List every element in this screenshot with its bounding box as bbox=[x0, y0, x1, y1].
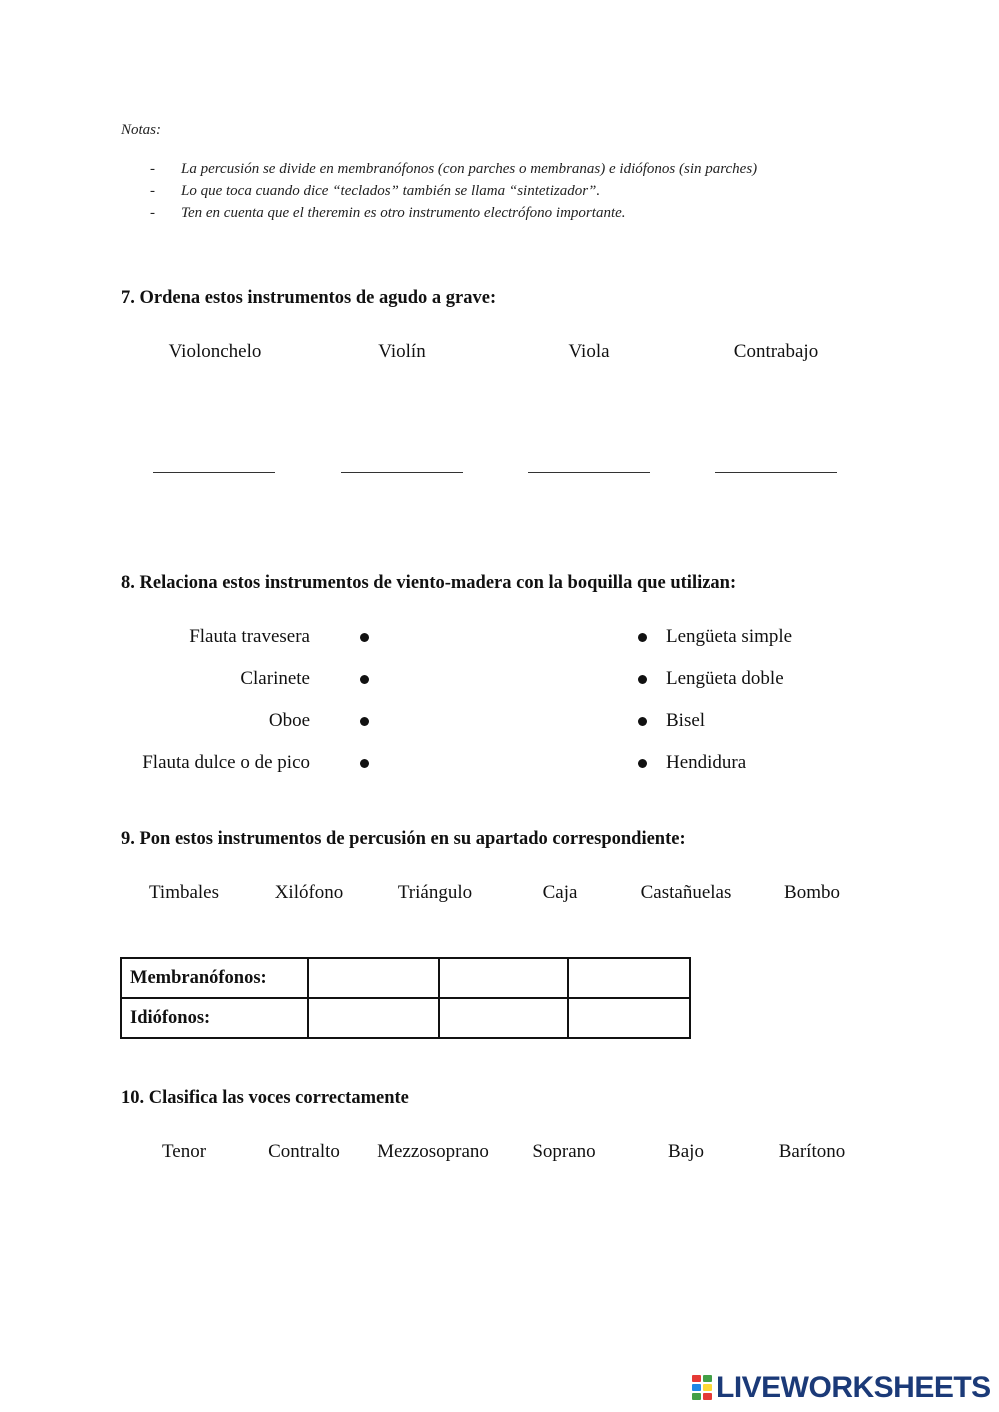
question-8-title: 8. Relaciona estos instrumentos de viento-madera con la boquilla que utilizan: bbox=[121, 573, 737, 593]
drop-cell[interactable] bbox=[439, 958, 568, 998]
match-right-dot[interactable] bbox=[638, 759, 647, 768]
match-right-dot[interactable] bbox=[638, 675, 647, 684]
answer-blank-1[interactable] bbox=[153, 472, 275, 473]
drop-cell[interactable] bbox=[308, 958, 439, 998]
note-dash: - bbox=[150, 205, 155, 221]
voice-word[interactable]: Tenor bbox=[161, 1141, 207, 1162]
match-right-dot[interactable] bbox=[638, 717, 647, 726]
instrument-word[interactable]: Timbales bbox=[148, 882, 220, 903]
match-right-item: Hendidura bbox=[666, 752, 747, 773]
match-left-item: Flauta travesera bbox=[189, 626, 310, 647]
instrument-word: Violín bbox=[378, 341, 426, 362]
table-row bbox=[121, 998, 690, 1038]
match-left-dot[interactable] bbox=[360, 675, 369, 684]
row-header: Idiófonos: bbox=[121, 998, 308, 1038]
voice-word[interactable]: Mezzosoprano bbox=[377, 1141, 489, 1162]
match-right-dot[interactable] bbox=[638, 633, 647, 642]
match-left-item: Flauta dulce o de pico bbox=[142, 752, 310, 773]
instrument-word: Contrabajo bbox=[733, 341, 819, 362]
voice-word[interactable]: Bajo bbox=[668, 1141, 704, 1162]
drop-cell[interactable] bbox=[568, 958, 690, 998]
answer-blank-4[interactable] bbox=[715, 472, 837, 473]
note-dash: - bbox=[150, 183, 155, 199]
logo-block-icon bbox=[692, 1384, 701, 1391]
classification-table bbox=[120, 957, 691, 1039]
drop-cell[interactable] bbox=[568, 998, 690, 1038]
match-right-item: Lengüeta simple bbox=[666, 626, 793, 647]
note-text: Ten en cuenta que el theremin es otro instrumento electrófono importante. bbox=[181, 205, 626, 221]
note-dash: - bbox=[150, 161, 155, 177]
notes-title: Notas: bbox=[121, 122, 162, 138]
table-row bbox=[121, 958, 690, 998]
match-right-item: Bisel bbox=[666, 710, 706, 731]
match-left-dot[interactable] bbox=[360, 633, 369, 642]
question-7-title: 7. Ordena estos instrumentos de agudo a grave: bbox=[121, 288, 497, 308]
match-right-item: Lengüeta doble bbox=[666, 668, 784, 689]
liveworksheets-logo-icon bbox=[692, 1375, 714, 1401]
instrument-word[interactable]: Caja bbox=[542, 882, 578, 903]
logo-block-icon bbox=[692, 1375, 701, 1382]
instrument-word: Viola bbox=[568, 341, 610, 362]
match-left-dot[interactable] bbox=[360, 759, 369, 768]
voice-word[interactable]: Barítono bbox=[778, 1141, 846, 1162]
note-text: Lo que toca cuando dice “teclados” también se llama “sintetizador”. bbox=[181, 183, 601, 199]
instrument-word[interactable]: Xilófono bbox=[274, 882, 344, 903]
match-left-item: Oboe bbox=[268, 710, 310, 731]
instrument-word[interactable]: Triángulo bbox=[397, 882, 473, 903]
liveworksheets-logo bbox=[692, 1372, 991, 1404]
question-9-title: 9. Pon estos instrumentos de percusión en su apartado correspondiente: bbox=[121, 829, 686, 849]
question-10-title: 10. Clasifica las voces correctamente bbox=[121, 1088, 409, 1108]
logo-block-icon bbox=[703, 1375, 712, 1382]
answer-blank-2[interactable] bbox=[341, 472, 463, 473]
voice-word[interactable]: Contralto bbox=[268, 1141, 340, 1162]
instrument-word[interactable]: Castañuelas bbox=[640, 882, 732, 903]
logo-block-icon bbox=[703, 1384, 712, 1391]
voice-word[interactable]: Soprano bbox=[532, 1141, 596, 1162]
logo-block-icon bbox=[692, 1393, 701, 1400]
note-text: La percusión se divide en membranófonos (con parches o membranas) e idiófonos (sin parches) bbox=[181, 161, 758, 177]
logo-block-icon bbox=[703, 1393, 712, 1400]
drop-cell[interactable] bbox=[439, 998, 568, 1038]
drop-cell[interactable] bbox=[308, 998, 439, 1038]
match-left-dot[interactable] bbox=[360, 717, 369, 726]
match-left-item: Clarinete bbox=[240, 668, 310, 689]
answer-blank-3[interactable] bbox=[528, 472, 650, 473]
brand-name: LIVEWORKSHEETS bbox=[716, 1371, 991, 1404]
instrument-word: Violonchelo bbox=[168, 341, 262, 362]
instrument-word[interactable]: Bombo bbox=[784, 882, 840, 903]
row-header: Membranófonos: bbox=[121, 958, 308, 998]
